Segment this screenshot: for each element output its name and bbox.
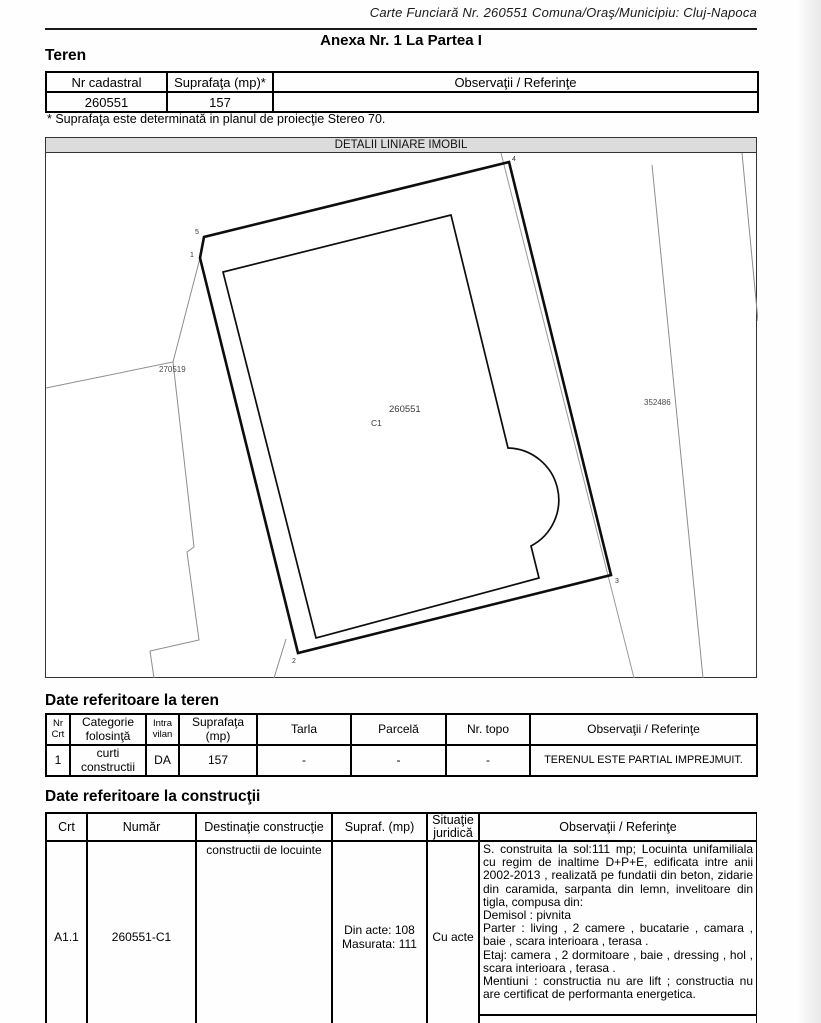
- constructii-heading: Date referitoare la construcţii: [45, 788, 261, 805]
- cell-suprafata-mp: 157: [179, 745, 257, 776]
- teren-table-data-row: [46, 92, 758, 112]
- cell-numar: 260551-C1: [87, 841, 196, 1023]
- cell-destinatie: constructii de locuinte: [196, 841, 332, 1023]
- cell-categorie: curti constructii: [70, 745, 146, 776]
- header-divider: [45, 28, 757, 30]
- col-constructii-observatii: Observaţii / Referinţe: [479, 813, 757, 841]
- cell-observatii-referinte: TERENUL ESTE PARTIAL IMPREJMUIT.: [530, 745, 757, 776]
- building-label: C1: [371, 418, 382, 428]
- point-label-3: 3: [615, 578, 619, 585]
- right-parcel-label: 352486: [644, 398, 671, 407]
- cell-suprafata: 157: [167, 92, 273, 112]
- col-suprafata-mp: Suprafaţa (mp): [179, 714, 257, 745]
- point-label-5: 5: [195, 229, 199, 236]
- col-suprafata: Suprafaţa (mp)*: [167, 72, 273, 92]
- map-titlebar: DETALII LINIARE IMOBIL: [45, 137, 757, 153]
- constructii-header-row: [46, 813, 757, 841]
- point-label-2: 2: [292, 658, 296, 665]
- right-neighbor-boundary: [652, 165, 703, 678]
- building-outline: [223, 215, 559, 638]
- teren-table: [45, 71, 759, 113]
- supraf-masurata: Masurata: 111: [342, 937, 417, 951]
- teren-heading: Teren: [45, 47, 87, 64]
- right-adjacent-boundary: [501, 153, 634, 678]
- supraf-din-acte: Din acte: 108: [344, 923, 415, 937]
- left-parcel-label: 270519: [159, 365, 186, 374]
- constructii-table-wrap: [45, 812, 757, 1023]
- obs-paragraph: S. construita la sol:111 mp; Locuinta unifamiliala cu regim de inaltime D+P+E, edificata intre anii 2002-2013 , realizată pe fundatii din beton, zidarie din caramida, sarpanta din lemn, invelitoare din tigla, compusa din:: [483, 842, 753, 909]
- cell-observatii: [273, 92, 758, 112]
- cell-constructii-observatii: [479, 841, 757, 1023]
- teren-table-header-row: [46, 72, 758, 92]
- parcel-number-label: 260551: [389, 404, 421, 415]
- teren-details-table: [45, 713, 758, 777]
- point-label-1: 1: [190, 252, 194, 259]
- col-nr-cadastral: Nr cadastral: [46, 72, 167, 92]
- cell-nr-topo: -: [446, 745, 530, 776]
- page-edge-strip: [799, 0, 821, 1023]
- teren-details-data-row: [46, 745, 757, 776]
- col-parcela: Parcelă: [351, 714, 446, 745]
- col-observatii: Observaţii / Referinţe: [273, 72, 758, 92]
- constructii-data-row: [46, 841, 757, 1023]
- col-observatii-referinte: Observaţii / Referinţe: [530, 714, 757, 745]
- obs-paragraph: Mentiuni : constructia nu are lift ; constructia nu are certificat de performanta energetica.: [483, 974, 753, 1002]
- constructii-table: [45, 812, 757, 1023]
- header-note: Carte Funciară Nr. 260551 Comuna/Oraş/Municipiu: Cluj-Napoca: [369, 5, 757, 20]
- col-nr-crt: Nr Crt: [46, 714, 70, 745]
- col-numar: Număr: [87, 813, 196, 841]
- cell-situatie-juridica: Cu acte: [427, 841, 479, 1023]
- teren-details-header-row: [46, 714, 757, 745]
- page-title: Anexa Nr. 1 La Partea I: [320, 32, 482, 49]
- far-right-boundary: [742, 153, 758, 321]
- cell-supraf-mp: [332, 841, 427, 1023]
- col-nr-topo: Nr. topo: [446, 714, 530, 745]
- point-label-4: 4: [512, 156, 516, 163]
- col-intravilan: Intra vilan: [146, 714, 179, 745]
- left-neighbor-notch-boundary: [150, 362, 199, 678]
- obs-paragraph: Parter : living , 2 camere , bucatarie , camara , baie , scara interioara , terasa .: [483, 921, 753, 949]
- cell-nr-cadastral: 260551: [46, 92, 167, 112]
- cadastral-map: [46, 153, 758, 678]
- observatii-text-block: [480, 842, 756, 1016]
- stereo70-footnote: * Suprafaţa este determinată in planul de proiecţie Stereo 70.: [47, 112, 386, 126]
- col-destinatie: Destinaţie construcţie: [196, 813, 332, 841]
- col-supraf-mp: Supraf. (mp): [332, 813, 427, 841]
- teren-details-heading: Date referitoare la teren: [45, 692, 220, 709]
- obs-paragraph: Demisol : pivnita: [483, 908, 572, 923]
- obs-paragraph: Etaj: camera , 2 dormitoare , baie , dressing , hol , scara interioara , terasa .: [483, 947, 753, 975]
- col-tarla: Tarla: [257, 714, 351, 745]
- cell-crt: A1.1: [46, 841, 87, 1023]
- map-box: [45, 153, 757, 678]
- cell-parcela: -: [351, 745, 446, 776]
- bottom-thin-boundary: [274, 639, 286, 678]
- col-crt: Crt: [46, 813, 87, 841]
- col-categorie: Categorie folosinţă: [70, 714, 146, 745]
- cell-nr-crt: 1: [46, 745, 70, 776]
- cell-intravilan: DA: [146, 745, 179, 776]
- cell-tarla: -: [257, 745, 351, 776]
- col-situatie-juridica: Situaţie juridică: [427, 813, 479, 841]
